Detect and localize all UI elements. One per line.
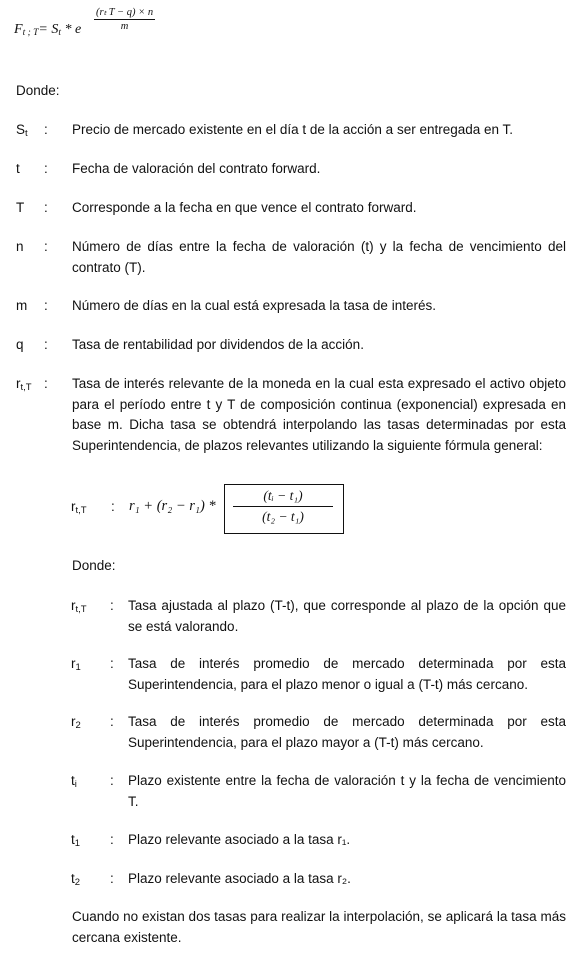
donde-heading: Donde:	[16, 83, 60, 98]
definition-colon: :	[44, 122, 48, 137]
formula-exponent-numerator: (rₜ T − q) × n	[96, 7, 154, 18]
sub-definition-colon: :	[110, 773, 114, 788]
formula-times-e: * e	[61, 22, 82, 37]
definition-symbol: $r_{t,T}$	[16, 376, 32, 393]
interpolation-expression: r₁ + (r₂ − r₁) *	[129, 498, 216, 514]
definition-symbol: m	[16, 298, 28, 313]
sub-definition-symbol: $r_1$	[71, 656, 81, 673]
definition-symbol: t	[16, 161, 20, 176]
definition-symbol: q	[16, 337, 24, 352]
formula-f-subscript: t ; T	[22, 28, 39, 38]
definition-text: Número de días en la cual está expresada la tasa de interés.	[72, 298, 436, 313]
closing-paragraph: Cuando no existan dos tasas para realizar la interpolación, se aplicará la tasa más cercana existente.	[72, 909, 566, 945]
formula-exponent-denominator: m	[120, 21, 129, 32]
interpolation-numerator: (tᵢ − t₁)	[233, 488, 333, 507]
definition-colon: :	[44, 200, 48, 215]
interpolation-formula	[71, 482, 371, 538]
definition-symbol: T	[16, 200, 25, 215]
sub-definition-symbol: $t_2$	[71, 871, 81, 888]
interpolation-bracket	[224, 484, 344, 534]
definition-symbol: $S_t$	[16, 122, 28, 139]
sub-definition-colon: :	[110, 714, 114, 729]
sub-definition-text: Tasa ajustada al plazo (T-t), que corresponde al plazo de la opción que se está valorando.	[128, 598, 566, 634]
formula-s-subscript: t	[58, 28, 61, 38]
interpolation-colon: :	[111, 499, 115, 514]
sub-definition-colon: :	[110, 598, 114, 613]
sub-definition-text: Plazo relevante asociado a la tasa r₁.	[128, 832, 351, 847]
definition-text: Número de días entre la fecha de valoración (t) y la fecha de vencimiento del contrato (T).	[72, 239, 566, 275]
interpolation-symbol: $r_{t,T}$	[71, 499, 87, 516]
formula-lhs	[14, 22, 81, 38]
sub-definition-text: Tasa de interés promedio de mercado determinada por esta Superintendencia, para el plazo mayor a (T-t) más cercano.	[128, 714, 566, 750]
sub-definition-symbol: $r_2$	[71, 714, 81, 731]
formula-exponent	[94, 6, 155, 32]
definition-colon: :	[44, 239, 48, 254]
definition-text: Fecha de valoración del contrato forward.	[72, 161, 321, 176]
sub-definition-symbol: $t_i$	[71, 773, 77, 790]
definition-text: Corresponde a la fecha en que vence el contrato forward.	[72, 200, 417, 215]
donde-heading-2: Donde:	[72, 558, 116, 573]
sub-definition-symbol: $r_{t,T}$	[71, 598, 87, 615]
definition-colon: :	[44, 337, 48, 352]
definition-colon: :	[44, 298, 48, 313]
definition-colon: :	[44, 161, 48, 176]
sub-definition-text: Plazo relevante asociado a la tasa r₂.	[128, 871, 351, 886]
interpolation-fraction	[233, 488, 333, 525]
sub-definition-text: Plazo existente entre la fecha de valoración t y la fecha de vencimiento T.	[128, 773, 566, 809]
interpolation-denominator: (t₂ − t₁)	[262, 509, 304, 524]
formula-equals-s: = S	[38, 22, 59, 37]
forward-price-formula	[14, 4, 214, 44]
sub-definition-text: Tasa de interés promedio de mercado determinada por esta Superintendencia, para el plazo menor o igual a (T-t) más cercano.	[128, 656, 566, 692]
definition-text: Precio de mercado existente en el día t de la acción a ser entregada en T.	[72, 122, 514, 137]
sub-definition-symbol: $t_1$	[71, 832, 81, 849]
sub-definition-colon: :	[110, 832, 114, 847]
formula-f-symbol: F	[14, 22, 23, 37]
definition-text: Tasa de rentabilidad por dividendos de la acción.	[72, 337, 364, 352]
sub-definition-colon: :	[110, 656, 114, 671]
sub-definition-colon: :	[110, 871, 114, 886]
definition-colon: :	[44, 376, 48, 391]
definition-symbol: n	[16, 239, 24, 254]
definition-text: Tasa de interés relevante de la moneda en la cual esta expresado el activo objeto para el período entre t y T de composición continua (exponencial) expresada en base m. Dicha tasa se obtendrá interpolando las tasas determinadas por esta Superintendencia, de plazos relevantes utilizando la siguiente fórmula general:	[72, 376, 566, 453]
